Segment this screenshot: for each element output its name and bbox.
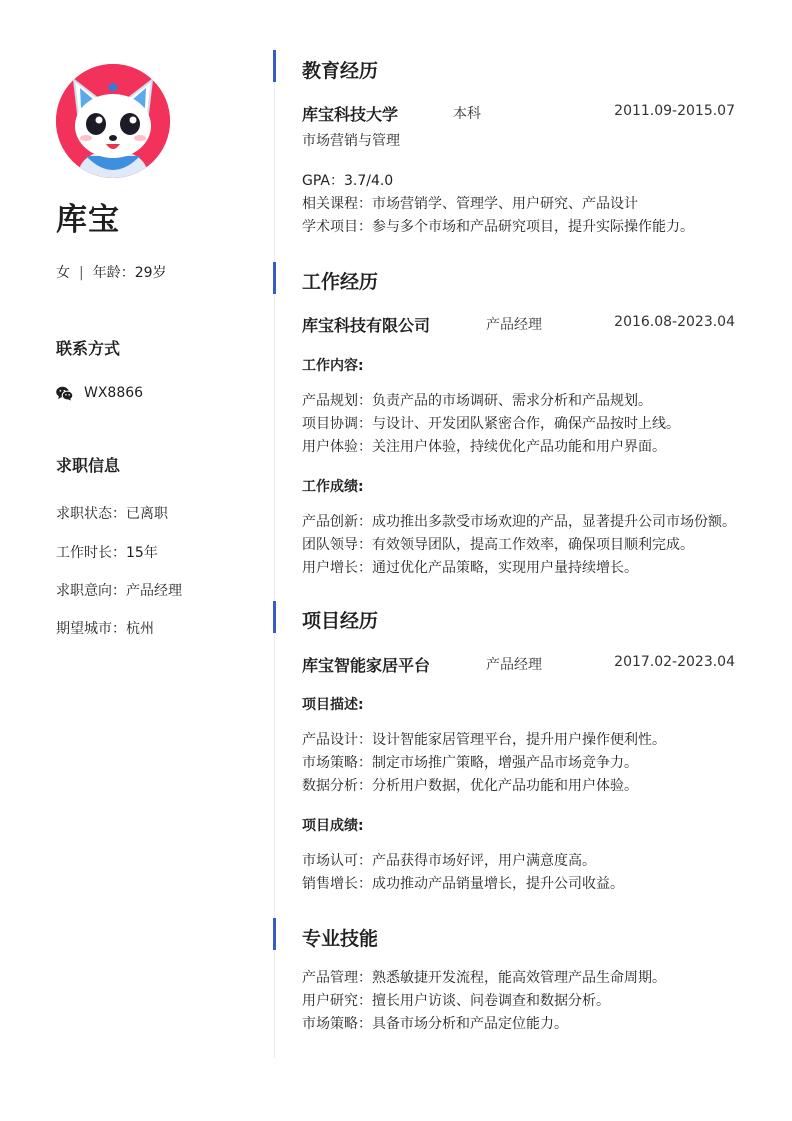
wechat-id: WX8866 (84, 385, 144, 401)
avatar (56, 64, 170, 178)
sidebar (0, 0, 275, 1121)
gender: 女 (56, 265, 70, 281)
expected-city: 期望城市：杭州 (56, 621, 154, 637)
job-status: 求职状态：已离职 (56, 506, 168, 522)
section-accent-bar (273, 601, 276, 633)
wechat-icon (56, 386, 73, 401)
work-achieve-heading: 工作成绩: (302, 479, 364, 495)
company-name: 库宝科技有限公司 (302, 316, 431, 335)
column-divider (274, 48, 275, 1058)
major: 市场营销与管理 (302, 133, 400, 149)
work-title: 工作经历 (302, 271, 379, 293)
project-desc-line: 数据分析：分析用户数据，优化产品功能和用户体验。 (302, 778, 638, 794)
project-result-line: 销售增长：成功推动产品销量增长，提升公司收益。 (302, 876, 624, 892)
work-content-heading: 工作内容: (302, 358, 364, 374)
section-accent-bar (273, 262, 276, 294)
project-role: 产品经理 (486, 657, 542, 673)
basic-info (56, 262, 167, 282)
work-achieve-line: 团队领导：有效领导团队，提高工作效率，确保项目顺利完成。 (302, 537, 694, 553)
work-achieve-line: 用户增长：通过优化产品策略，实现用户量持续增长。 (302, 560, 638, 576)
project-desc-line: 产品设计：设计智能家居管理平台，提升用户操作便利性。 (302, 732, 666, 748)
contact-heading: 联系方式 (56, 339, 121, 358)
work-role: 产品经理 (486, 317, 542, 333)
job-intention: 求职意向：产品经理 (56, 583, 182, 599)
work-years: 工作时长：15年 (56, 545, 158, 561)
work-content-line: 产品规划：负责产品的市场调研、需求分析和产品规划。 (302, 393, 652, 409)
project-desc-line: 市场策略：制定市场推广策略，增强产品市场竞争力。 (302, 755, 638, 771)
section-accent-bar (273, 50, 276, 82)
school-name: 库宝科技大学 (302, 105, 399, 124)
project-result-line: 市场认可：产品获得市场好评，用户满意度高。 (302, 853, 596, 869)
skills-title: 专业技能 (302, 928, 379, 950)
work-achieve-line: 产品创新：成功推出多款受市场欢迎的产品，显著提升公司市场份额。 (302, 514, 736, 530)
age: 年龄：29岁 (92, 265, 167, 281)
project-title: 项目经历 (302, 610, 379, 632)
education-date: 2011.09-2015.07 (614, 103, 735, 119)
project-desc-heading: 项目描述: (302, 697, 364, 713)
skill-line: 产品管理：熟悉敏捷开发流程，能高效管理产品生命周期。 (302, 970, 666, 986)
work-content-line: 项目协调：与设计、开发团队紧密合作，确保产品按时上线。 (302, 416, 680, 432)
education-line: 学术项目：参与多个市场和产品研究项目，提升实际操作能力。 (302, 219, 694, 235)
section-accent-bar (273, 918, 276, 950)
project-result-heading: 项目成绩: (302, 818, 364, 834)
skill-line: 市场策略：具备市场分析和产品定位能力。 (302, 1016, 568, 1032)
education-line: 相关课程：市场营销学、管理学、用户研究、产品设计 (302, 196, 638, 212)
education-line: GPA：3.7/4.0 (302, 173, 394, 189)
degree: 本科 (453, 106, 481, 122)
project-date: 2017.02-2023.04 (614, 654, 735, 670)
profile-name: 库宝 (56, 202, 120, 238)
cat-mascot-icon (56, 64, 170, 178)
contact-wechat (56, 385, 143, 401)
work-content-line: 用户体验：关注用户体验，持续优化产品功能和用户界面。 (302, 439, 666, 455)
separator: | (79, 265, 84, 281)
job-info-heading: 求职信息 (56, 456, 121, 475)
skill-line: 用户研究：擅长用户访谈、问卷调查和数据分析。 (302, 993, 610, 1009)
education-title: 教育经历 (302, 60, 379, 82)
project-name: 库宝智能家居平台 (302, 656, 431, 675)
work-date: 2016.08-2023.04 (614, 314, 735, 330)
